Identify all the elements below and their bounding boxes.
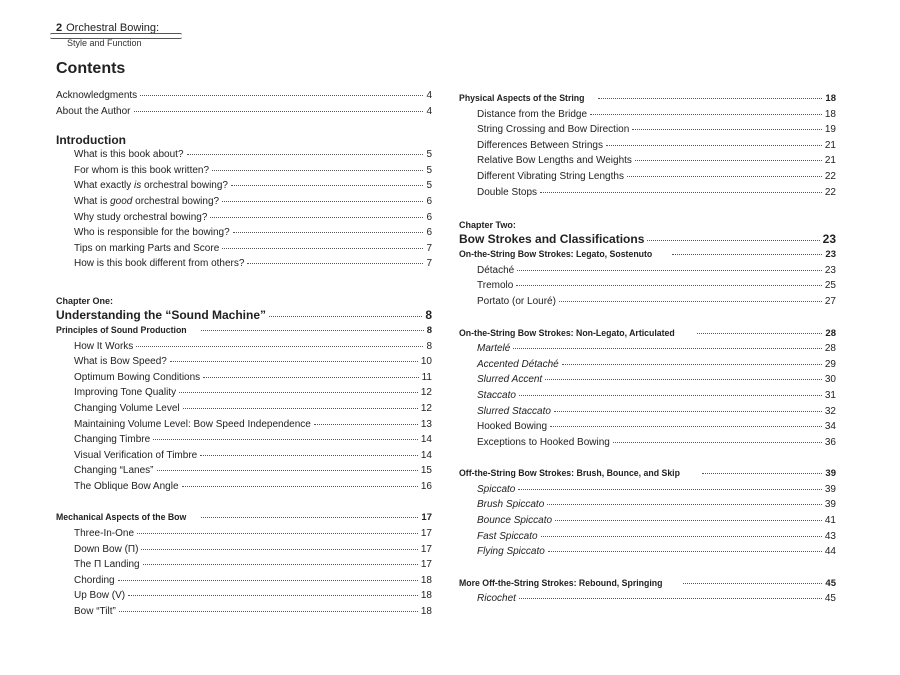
toc-entry[interactable]: Acknowledgments 4	[56, 90, 432, 101]
chapter-two-title[interactable]: Bow Strokes and Classifications 23	[459, 232, 836, 247]
toc-entry[interactable]: Differences Between Strings 21	[477, 139, 836, 151]
toc-entry[interactable]: Tremolo 25	[477, 280, 836, 292]
toc-entry[interactable]: Chording 18	[74, 574, 432, 586]
toc-entry[interactable]: Flying Spiccato 44	[477, 546, 836, 558]
toc-entry[interactable]: Changing Volume Level 12	[74, 402, 432, 414]
toc-entry[interactable]: Détaché 23	[477, 264, 836, 276]
toc-entry[interactable]: Accented Détaché 29	[477, 358, 836, 370]
chapter-one-label: Chapter One:	[56, 295, 114, 306]
toc-entry[interactable]: Down Bow (Π) 17	[74, 543, 432, 555]
toc-entry[interactable]: Tips on marking Parts and Score 7	[74, 242, 432, 254]
toc-entry[interactable]: What is Bow Speed? 10	[74, 356, 432, 368]
toc-entry[interactable]: Double Stops 22	[477, 186, 836, 198]
toc-entry[interactable]: Spiccato 39	[477, 483, 836, 495]
toc-entry[interactable]: Ricochet 45	[477, 593, 836, 605]
toc-entry[interactable]: Exceptions to Hooked Bowing 36	[477, 436, 836, 448]
toc-entry[interactable]: Bow “Tilt” 18	[74, 606, 432, 618]
toc-entry[interactable]: How It Works 8	[74, 340, 432, 352]
toc-section[interactable]: Off-the-String Bow Strokes: Brush, Bounce, and Skip 39	[459, 468, 836, 480]
toc-entry[interactable]: Changing “Lanes” 15	[74, 465, 432, 477]
toc-entry[interactable]: Staccato 31	[477, 389, 836, 401]
toc-entry[interactable]: Fast Spiccato 43	[477, 530, 836, 542]
toc-entry[interactable]: Changing Timbre 14	[74, 434, 432, 446]
page-title: Contents	[56, 60, 126, 77]
toc-entry[interactable]: What is this book about? 5	[74, 149, 432, 161]
toc-entry[interactable]: Maintaining Volume Level: Bow Speed Independence 13	[74, 418, 432, 430]
toc-section[interactable]: More Off-the-String Strokes: Rebound, Springing 45	[459, 577, 836, 589]
toc-section[interactable]: Mechanical Aspects of the Bow 17	[56, 512, 432, 524]
toc-section[interactable]: On-the-String Bow Strokes: Legato, Sostenuto 23	[459, 249, 836, 261]
header-subtitle: Style and Function	[67, 38, 142, 48]
toc-entry[interactable]: Who is responsible for the bowing? 6	[74, 227, 432, 239]
toc-entry[interactable]: Improving Tone Quality 12	[74, 387, 432, 399]
toc-section[interactable]: Physical Aspects of the String 18	[459, 93, 836, 104]
toc-entry[interactable]: Slurred Accent 30	[477, 374, 836, 386]
toc-entry[interactable]: Relative Bow Lengths and Weights 21	[477, 155, 836, 167]
toc-entry[interactable]: The Oblique Bow Angle 16	[74, 480, 432, 492]
toc-right-column	[459, 93, 836, 609]
chapter-one-title[interactable]: Understanding the “Sound Machine” 8	[56, 307, 432, 322]
toc-entry[interactable]: String Crossing and Bow Direction 19	[477, 124, 836, 136]
toc-entry[interactable]: Slurred Staccato 32	[477, 405, 836, 417]
toc-entry[interactable]: Why study orchestral bowing? 6	[74, 211, 432, 223]
toc-entry[interactable]: Brush Spiccato 39	[477, 499, 836, 511]
toc-entry[interactable]: The Π Landing 17	[74, 559, 432, 571]
toc-entry[interactable]: What exactly is orchestral bowing? 5	[74, 180, 432, 192]
toc-entry[interactable]: Portato (or Louré) 27	[477, 295, 836, 307]
toc-entry[interactable]: Different Vibrating String Lengths 22	[477, 170, 836, 182]
toc-entry[interactable]: Visual Verification of Timbre 14	[74, 449, 432, 461]
toc-entry[interactable]: Martelé 28	[477, 343, 836, 355]
toc-entry[interactable]: Hooked Bowing 34	[477, 421, 836, 433]
toc-entry[interactable]: How is this book different from others? 7	[74, 258, 432, 270]
toc-entry[interactable]: Bounce Spiccato 41	[477, 515, 836, 527]
introduction-heading: Introduction	[56, 133, 126, 148]
toc-section[interactable]: Principles of Sound Production 8	[56, 324, 432, 336]
toc-entry[interactable]: For whom is this book written? 5	[74, 164, 432, 176]
toc-entry[interactable]: About the Author 4	[56, 105, 432, 117]
header-page-number: 2	[56, 22, 63, 34]
toc-section[interactable]: On-the-String Bow Strokes: Non-Legato, Articulated 28	[459, 327, 836, 339]
toc-left-column	[56, 90, 432, 622]
header-book-title: Orchestral Bowing:	[66, 22, 160, 34]
toc-entry[interactable]: Up Bow (V) 18	[74, 590, 432, 602]
toc-entry[interactable]: What is good orchestral bowing? 6	[74, 195, 432, 207]
toc-entry[interactable]: Distance from the Bridge 18	[477, 108, 836, 120]
toc-entry[interactable]: Three-In-One 17	[74, 528, 432, 540]
chapter-two-label: Chapter Two:	[459, 220, 516, 231]
toc-entry[interactable]: Optimum Bowing Conditions 11	[74, 371, 432, 383]
